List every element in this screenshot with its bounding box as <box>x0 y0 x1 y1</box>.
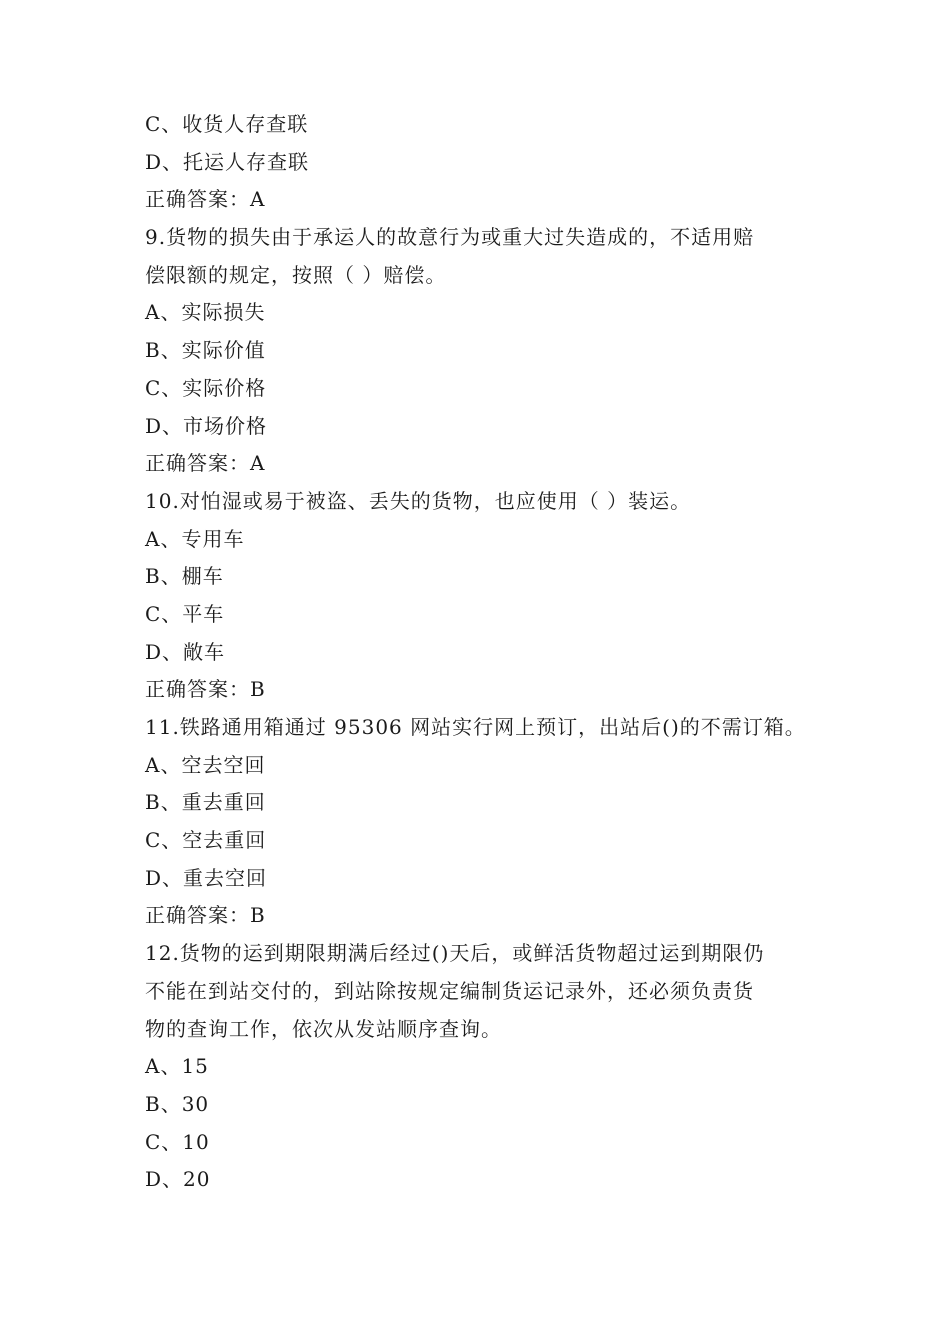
option-c-line: C、平车 <box>145 601 225 626</box>
question-12-line-3: 物的查询工作，依次从发站顺序查询。 <box>145 1016 502 1041</box>
answer-line: 正确答案：A <box>145 451 266 476</box>
question-9-line-2: 偿限额的规定，按照（ ）赔偿。 <box>145 262 447 287</box>
option-a-line: A、实际损失 <box>145 300 266 325</box>
question-9-line-1: 9.货物的损失由于承运人的故意行为或重大过失造成的，不适用赔 <box>145 225 755 250</box>
answer-line: 正确答案：B <box>145 903 266 928</box>
question-12-line-1: 12.货物的运到期限期满后经过()天后，或鲜活货物超过运到期限仍 <box>145 941 765 966</box>
option-a-line: A、专用车 <box>145 526 245 551</box>
option-d-line: D、20 <box>145 1167 211 1192</box>
question-12-line-2: 不能在到站交付的，到站除按规定编制货运记录外，还必须负责货 <box>145 978 754 1003</box>
option-d-line: D、托运人存查联 <box>145 149 310 174</box>
option-c-line: C、实际价格 <box>145 375 267 400</box>
option-c-line: C、空去重回 <box>145 828 267 853</box>
document-page <box>145 106 825 1199</box>
option-a-line: A、15 <box>145 1054 209 1079</box>
option-c-line: C、收货人存查联 <box>145 112 309 136</box>
option-b-line: B、30 <box>145 1091 210 1116</box>
question-11-line: 11.铁路通用箱通过 95306 网站实行网上预订，出站后()的不需订箱。 <box>145 715 806 739</box>
option-d-line: D、重去空回 <box>145 865 268 890</box>
option-a-line: A、空去空回 <box>145 752 266 777</box>
option-d-line: D、市场价格 <box>145 413 268 438</box>
option-b-line: B、重去重回 <box>145 790 266 815</box>
answer-line: 正确答案：A <box>145 187 266 212</box>
option-b-line: B、棚车 <box>145 564 224 589</box>
option-d-line: D、敞车 <box>145 639 226 664</box>
option-c-line: C、10 <box>145 1129 210 1154</box>
answer-line: 正确答案：B <box>145 677 266 702</box>
option-b-line: B、实际价值 <box>145 338 266 363</box>
question-10-line: 10.对怕湿或易于被盗、丢失的货物，也应使用（ ）装运。 <box>145 488 692 513</box>
